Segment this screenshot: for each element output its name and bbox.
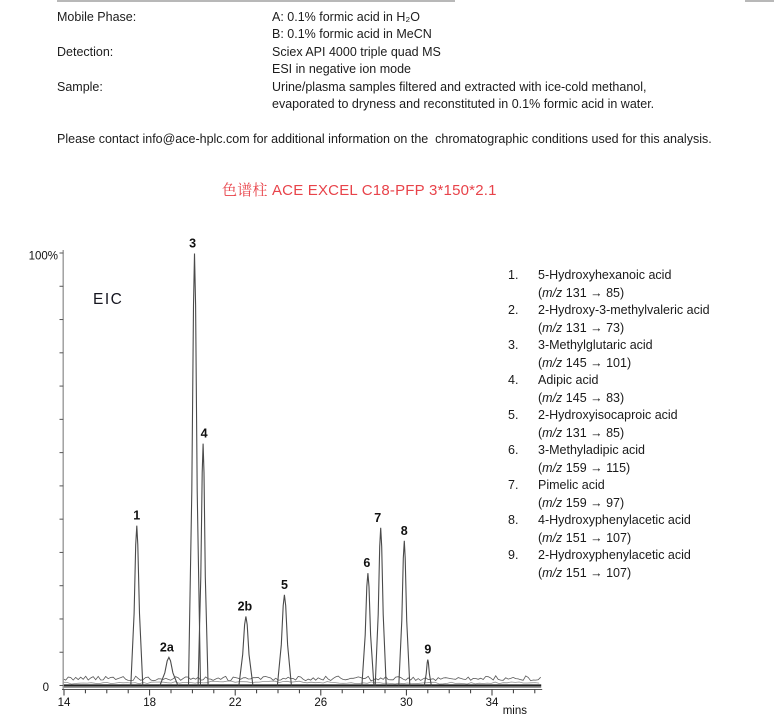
sample-line-1: Urine/plasma samples filtered and extracted with ice-cold methanol, bbox=[272, 80, 647, 94]
legend-item bbox=[508, 337, 710, 372]
mobile-phase-line-b: B: 0.1% formic acid in MeCN bbox=[272, 27, 432, 41]
peak-trace-1 bbox=[131, 526, 143, 686]
peak-trace-5 bbox=[277, 595, 291, 686]
x-tick-label: 18 bbox=[143, 697, 156, 709]
legend-item-transition: (m/z 159 → 97) bbox=[538, 495, 625, 510]
peak-trace-7 bbox=[375, 528, 386, 686]
legend-item-transition: (m/z 145 → 83) bbox=[538, 390, 625, 405]
detection-label: Detection: bbox=[57, 45, 114, 59]
legend-item-number: 6. bbox=[508, 443, 519, 457]
legend-item-number: 1. bbox=[508, 268, 519, 282]
legend-item-name: 3-Methyladipic acid bbox=[538, 443, 645, 457]
x-tick-label: 14 bbox=[57, 697, 71, 709]
legend-item-number: 2. bbox=[508, 303, 519, 317]
legend-item-transition: (m/z 145 → 101) bbox=[538, 355, 632, 370]
legend-item bbox=[508, 547, 710, 582]
column-title: 色谱柱 ACE EXCEL C18-PFP 3*150*2.1 bbox=[222, 182, 497, 199]
peak-label-7: 7 bbox=[374, 510, 382, 525]
legend-item bbox=[508, 512, 710, 547]
detection-line-1: Sciex API 4000 triple quad MS bbox=[272, 45, 441, 59]
legend-item-name: Adipic acid bbox=[538, 373, 599, 387]
legend-item-number: 3. bbox=[508, 338, 519, 352]
legend-item-name: Pimelic acid bbox=[538, 478, 605, 492]
noise-trace bbox=[63, 676, 541, 681]
peak-label-5: 5 bbox=[280, 577, 288, 592]
legend-item-name: 3-Methylglutaric acid bbox=[538, 338, 653, 352]
legend-item bbox=[508, 267, 710, 302]
y-axis-max-label: 100% bbox=[28, 250, 58, 263]
legend-item-transition: (m/z 159 → 115) bbox=[538, 460, 631, 475]
legend-item-number: 8. bbox=[508, 513, 519, 527]
peak-label-2b: 2b bbox=[237, 599, 253, 614]
legend-item-name: 2-Hydroxyphenylacetic acid bbox=[538, 548, 691, 562]
contact-note: Please contact info@ace-hplc.com for additional information on the chromatographic conditions used for this analysis. bbox=[57, 132, 712, 146]
peak-trace-6 bbox=[362, 573, 374, 685]
x-tick-label: 22 bbox=[228, 697, 242, 709]
legend-item-transition: (m/z 151 → 107) bbox=[538, 565, 632, 580]
legend-item-number: 7. bbox=[508, 478, 519, 492]
legend-item-name: 5-Hydroxyhexanoic acid bbox=[538, 268, 672, 282]
sample-line-2: evaporated to dryness and reconstituted in 0.1% formic acid in water. bbox=[272, 97, 655, 111]
legend-item bbox=[508, 302, 710, 337]
peak-label-9: 9 bbox=[424, 642, 432, 657]
sample-label: Sample: bbox=[57, 80, 103, 94]
peak-label-3: 3 bbox=[189, 236, 197, 251]
legend-item-transition: (m/z 131 → 85) bbox=[538, 285, 625, 300]
legend-item-number: 5. bbox=[508, 408, 519, 422]
peak-trace-3 bbox=[189, 254, 201, 686]
peak-trace-2b bbox=[239, 616, 253, 685]
mobile-phase-label: Mobile Phase: bbox=[57, 10, 137, 24]
detector-label: EIC bbox=[93, 291, 124, 308]
legend-item bbox=[508, 442, 710, 477]
peak-trace-9 bbox=[424, 660, 431, 686]
peak-label-8: 8 bbox=[400, 523, 408, 538]
legend-item-number: 4. bbox=[508, 373, 519, 387]
x-tick-label: 34 bbox=[485, 697, 499, 709]
detection-line-2: ESI in negative ion mode bbox=[272, 62, 411, 76]
x-axis-unit-label: mins bbox=[502, 705, 527, 717]
legend-item-transition: (m/z 131 → 73) bbox=[538, 320, 625, 335]
legend-item-transition: (m/z 151 → 107) bbox=[538, 530, 632, 545]
y-axis-zero-label: 0 bbox=[42, 682, 49, 694]
legend-item bbox=[508, 477, 710, 512]
peak-trace-8 bbox=[399, 541, 410, 686]
legend-item-transition: (m/z 131 → 85) bbox=[538, 425, 625, 440]
mobile-phase-line-a: A: 0.1% formic acid in H₂O bbox=[272, 10, 420, 24]
peak-label-6: 6 bbox=[363, 556, 371, 571]
legend-item-name: 4-Hydroxyphenylacetic acid bbox=[538, 513, 691, 527]
legend-item-name: 2-Hydroxy-3-methylvaleric acid bbox=[538, 303, 710, 317]
peak-label-1: 1 bbox=[133, 508, 141, 523]
x-tick-label: 26 bbox=[314, 697, 328, 709]
legend-item bbox=[508, 372, 710, 407]
secondary-trace bbox=[63, 681, 539, 684]
peak-label-4: 4 bbox=[200, 426, 208, 441]
legend-item-number: 9. bbox=[508, 548, 519, 562]
legend-item-name: 2-Hydroxyisocaproic acid bbox=[538, 408, 678, 422]
compound-legend bbox=[508, 267, 710, 582]
x-tick-label: 30 bbox=[400, 697, 413, 709]
peak-label-2a: 2a bbox=[159, 640, 174, 655]
legend-item bbox=[508, 407, 710, 442]
